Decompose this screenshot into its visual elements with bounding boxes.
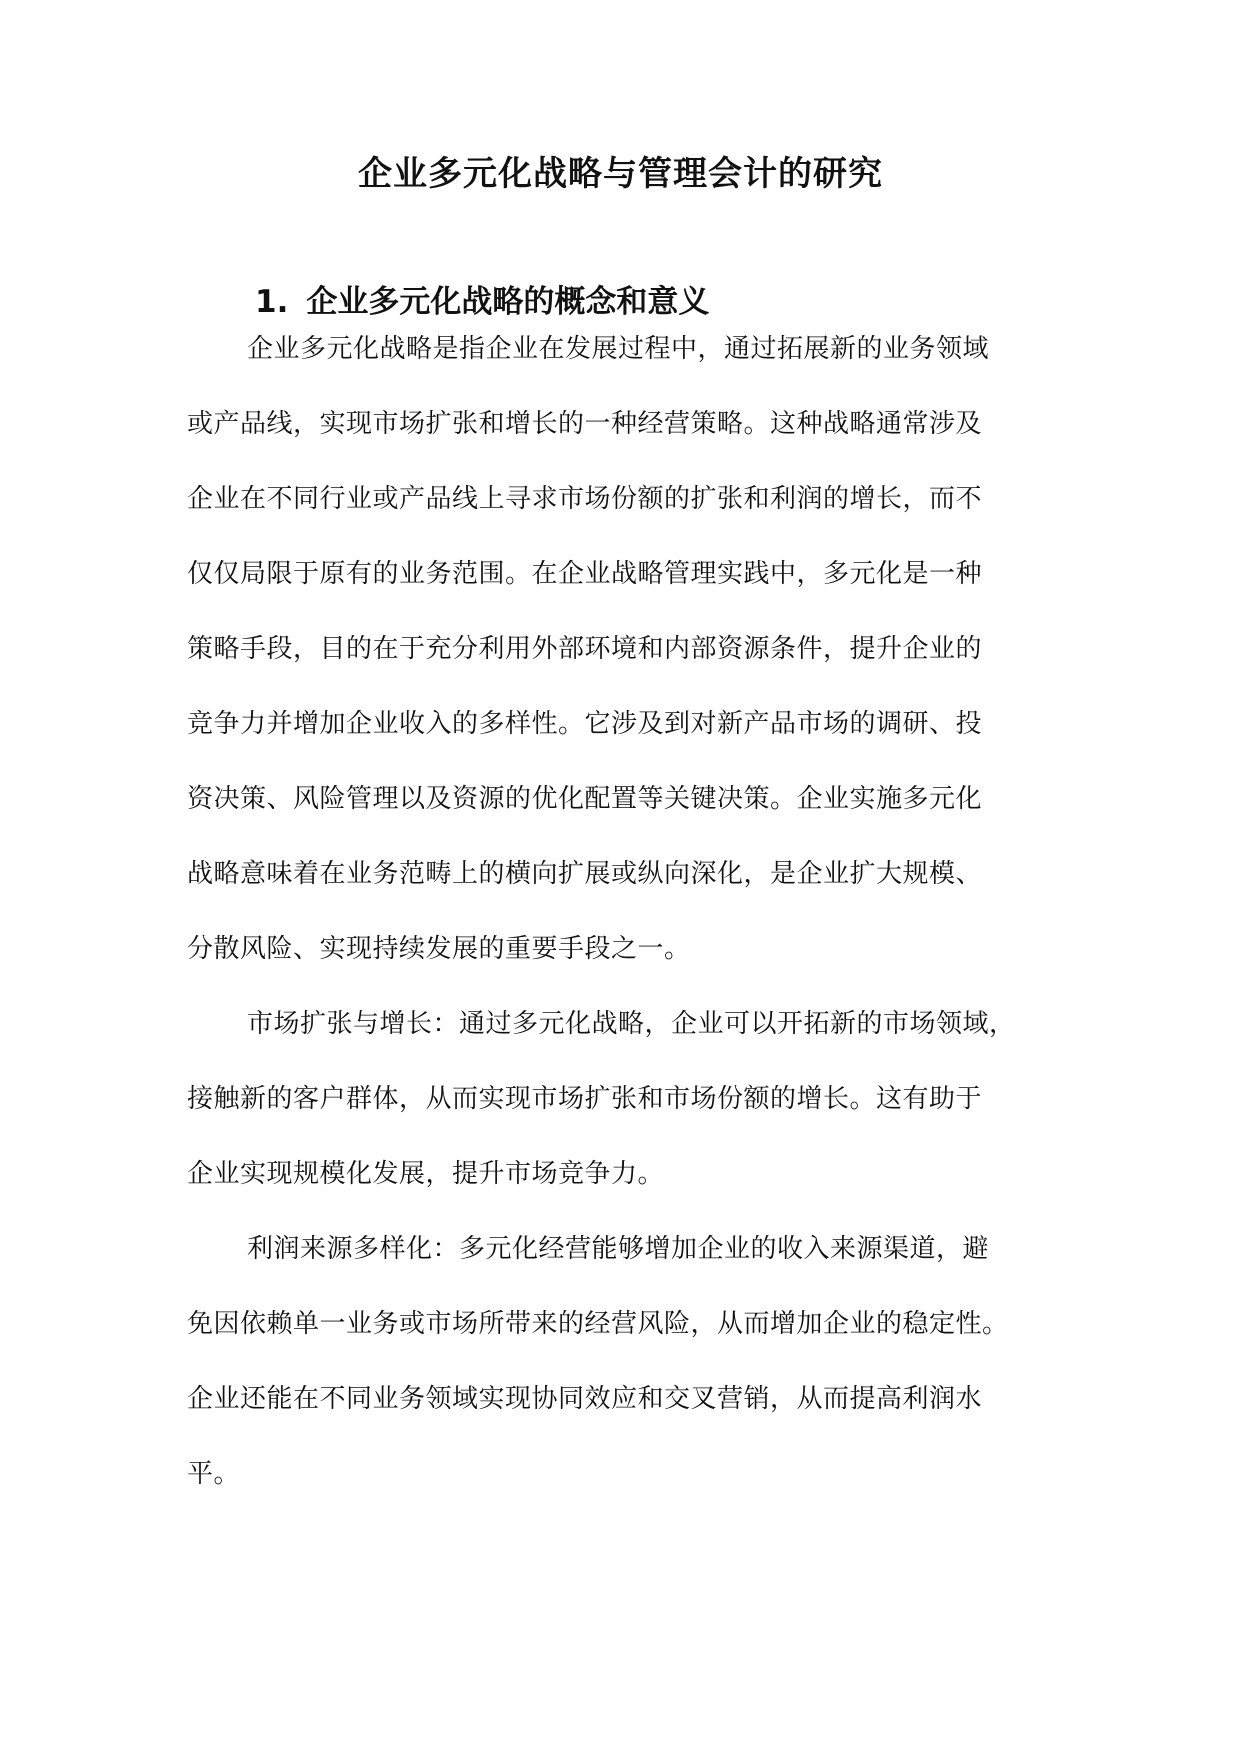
paragraph-line: 策略手段，目的在于充分利用外部环境和内部资源条件，提升企业的 <box>187 634 983 664</box>
paragraph-3 <box>187 1212 1057 1512</box>
section-heading-text: 企业多元化战略的概念和意义 <box>306 284 710 320</box>
paragraph-line: 资决策、风险管理以及资源的优化配置等关键决策。企业实施多元化 <box>187 784 983 814</box>
paragraph-line: 平。 <box>187 1459 241 1489</box>
paragraph-line: 战略意味着在业务范畴上的横向扩展或纵向深化，是企业扩大规模、 <box>187 859 983 889</box>
paragraph-line: 或产品线，实现市场扩张和增长的一种经营策略。这种战略通常涉及 <box>187 409 983 439</box>
paragraph-line: 企业实现规模化发展，提升市场竞争力。 <box>187 1159 665 1189</box>
paragraph-line: 利润来源多样化：多元化经营能够增加企业的收入来源渠道，避 <box>247 1234 990 1264</box>
paragraph-1 <box>187 312 1057 987</box>
paragraph-line: 竞争力并增加企业收入的多样性。它涉及到对新产品市场的调研、投 <box>187 709 983 739</box>
paragraph-2 <box>187 987 1057 1212</box>
paragraph-line: 仅仅局限于原有的业务范围。在企业战略管理实践中，多元化是一种 <box>187 559 983 589</box>
paragraph-line: 免因依赖单一业务或市场所带来的经营风险，从而增加企业的稳定性。 <box>187 1309 1009 1339</box>
document-title: 企业多元化战略与管理会计的研究 <box>358 154 883 194</box>
section-number: 1. <box>255 284 289 320</box>
paragraph-line: 企业多元化战略是指企业在发展过程中，通过拓展新的业务领域 <box>247 334 990 364</box>
paragraph-line: 企业还能在不同业务领域实现协同效应和交叉营销，从而提高利润水 <box>187 1384 983 1414</box>
paragraph-line: 企业在不同行业或产品线上寻求市场份额的扩张和利润的增长，而不 <box>187 484 983 514</box>
paragraph-line: 市场扩张与增长：通过多元化战略，企业可以开拓新的市场领域， <box>247 1009 1016 1039</box>
paragraph-line: 分散风险、实现持续发展的重要手段之一。 <box>187 934 691 964</box>
paragraph-line: 接触新的客户群体，从而实现市场扩张和市场份额的增长。这有助于 <box>187 1084 983 1114</box>
